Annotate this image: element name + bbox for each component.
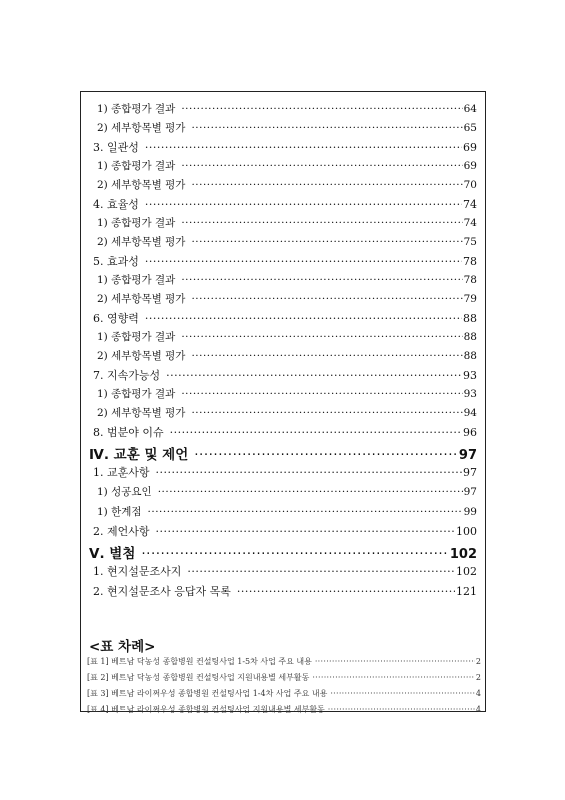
toc-label: 1) 종합평가 결과 <box>97 274 176 286</box>
toc-page: 69 <box>463 141 477 154</box>
toc-entry[interactable] <box>81 367 485 383</box>
leader-dots <box>170 426 462 439</box>
toc-entry[interactable] <box>81 139 485 155</box>
toc-label: 1) 종합평가 결과 <box>97 217 176 229</box>
toc-label: 1) 종합평가 결과 <box>97 388 176 400</box>
toc-entry[interactable] <box>81 215 485 230</box>
leader-dots <box>194 447 458 463</box>
leader-dots <box>181 388 462 400</box>
table-list-page: 2 <box>475 673 481 682</box>
toc-page: 93 <box>463 388 477 400</box>
toc-page: 88 <box>463 350 477 362</box>
toc-entry[interactable] <box>81 120 485 135</box>
toc-chapter[interactable] <box>81 542 485 562</box>
toc-entry[interactable] <box>81 177 485 192</box>
table-list-entry[interactable] <box>87 656 481 667</box>
table-list-page: 4 <box>475 689 481 698</box>
table-list-label: [표 3] 베트남 라이쩌우성 종합병원 컨설팅사업 1-4차 사업 주요 내용 <box>87 689 328 698</box>
leader-dots <box>156 525 456 538</box>
toc-page: 97 <box>463 486 477 498</box>
toc-entry[interactable] <box>81 523 485 539</box>
toc-label: Ⅳ. 교훈 및 제언 <box>89 447 189 463</box>
leader-dots <box>181 274 462 286</box>
leader-dots <box>187 565 455 578</box>
toc-label: 5. 효과성 <box>93 255 139 268</box>
toc-entry[interactable] <box>81 253 485 269</box>
leader-dots <box>181 217 462 229</box>
leader-dots <box>315 657 475 666</box>
toc-label: 1) 성공요인 <box>97 486 152 498</box>
leader-dots <box>166 369 462 382</box>
toc-entry[interactable] <box>81 348 485 363</box>
toc-label: 6. 영향력 <box>93 312 139 325</box>
leader-dots <box>156 466 463 479</box>
toc-page: 75 <box>463 236 477 248</box>
toc-entry[interactable] <box>81 386 485 401</box>
toc-entry[interactable] <box>81 563 485 579</box>
toc-page: 121 <box>456 585 477 598</box>
leader-dots <box>145 141 462 154</box>
leader-dots <box>312 673 475 682</box>
toc-entry[interactable] <box>81 158 485 173</box>
table-list-label: [표 4] 베트남 라이쩌우성 종합병원 컨설팅사업 지원내용별 세부활동 <box>87 705 325 714</box>
toc-entry[interactable] <box>81 272 485 287</box>
toc-entry[interactable] <box>81 504 485 519</box>
toc-page: 78 <box>463 255 477 268</box>
toc-page: 65 <box>463 122 477 134</box>
toc-entry[interactable] <box>81 583 485 599</box>
leader-dots <box>158 486 463 498</box>
toc-page: 97 <box>463 466 477 479</box>
toc-page: 64 <box>463 103 477 115</box>
leader-dots <box>145 312 462 325</box>
toc-label: 7. 지속가능성 <box>93 369 161 382</box>
toc-label: 4. 효율성 <box>93 198 139 211</box>
toc-label: 2. 현지설문조사 응답자 목록 <box>93 585 231 598</box>
leader-dots <box>181 331 462 343</box>
toc-page: 74 <box>463 198 477 211</box>
toc-label: Ⅴ. 별첨 <box>89 546 136 562</box>
leader-dots <box>328 705 475 714</box>
toc-label: 1) 종합평가 결과 <box>97 160 176 172</box>
toc-label: 1. 교훈사항 <box>93 466 150 479</box>
toc-page: 97 <box>458 448 477 463</box>
toc-entry[interactable] <box>81 310 485 326</box>
toc-page: 88 <box>463 312 477 325</box>
leader-dots <box>191 293 462 305</box>
toc-entry[interactable] <box>81 234 485 249</box>
leader-dots <box>148 506 463 518</box>
toc-label: 2) 세부항목별 평가 <box>97 179 186 191</box>
table-list-heading: <표 차례> <box>89 639 156 655</box>
leader-dots <box>141 546 449 562</box>
leader-dots <box>145 198 462 211</box>
toc-page: 69 <box>463 160 477 172</box>
toc-entry[interactable] <box>81 464 485 480</box>
toc-page: 70 <box>463 179 477 191</box>
toc-entry[interactable] <box>81 101 485 116</box>
table-list-entry[interactable] <box>87 704 481 715</box>
table-list-page: 4 <box>475 705 481 714</box>
toc-page: 100 <box>456 525 477 538</box>
toc-label: 2) 세부항목별 평가 <box>97 293 186 305</box>
toc-entry[interactable] <box>81 405 485 420</box>
toc-chapter[interactable] <box>81 443 485 463</box>
toc-label: 2) 세부항목별 평가 <box>97 350 186 362</box>
leader-dots <box>237 585 455 598</box>
toc-label: 1) 종합평가 결과 <box>97 103 176 115</box>
leader-dots <box>191 407 462 419</box>
toc-label: 2) 세부항목별 평가 <box>97 122 186 134</box>
leader-dots <box>191 236 462 248</box>
table-list-entry[interactable] <box>87 672 481 683</box>
table-list-label: [표 2] 베트남 닥농성 종합병원 컨설팅사업 지원내용별 세부활동 <box>87 673 310 682</box>
toc-page: 78 <box>463 274 477 286</box>
toc-entry[interactable] <box>81 424 485 440</box>
toc-entry[interactable] <box>81 484 485 499</box>
leader-dots <box>181 160 462 172</box>
toc-page: 96 <box>463 426 477 439</box>
toc-page: 94 <box>463 407 477 419</box>
toc-entry[interactable] <box>81 329 485 344</box>
toc-page: 79 <box>463 293 477 305</box>
leader-dots <box>191 350 462 362</box>
toc-label: 2) 세부항목별 평가 <box>97 236 186 248</box>
toc-page: 93 <box>463 369 477 382</box>
table-list-entry[interactable] <box>87 688 481 699</box>
toc-page: 102 <box>449 547 477 562</box>
leader-dots <box>330 689 475 698</box>
toc-label: 1. 현지설문조사지 <box>93 565 182 578</box>
toc-label: 1) 종합평가 결과 <box>97 331 176 343</box>
document-frame <box>80 91 486 712</box>
toc-page: 88 <box>463 331 477 343</box>
table-list-label: [표 1] 베트남 닥농성 종합병원 컨설팅사업 1-5차 사업 주요 내용 <box>87 657 312 666</box>
table-list-page: 2 <box>475 657 481 666</box>
toc-label: 1) 한계점 <box>97 506 142 518</box>
toc-entry[interactable] <box>81 196 485 212</box>
toc-label: 2. 제언사항 <box>93 525 150 538</box>
leader-dots <box>145 255 462 268</box>
toc-page: 102 <box>456 565 477 578</box>
toc-label: 8. 범분야 이슈 <box>93 426 164 439</box>
toc-page: 99 <box>463 506 477 518</box>
toc-page: 74 <box>463 217 477 229</box>
toc-entry[interactable] <box>81 291 485 306</box>
leader-dots <box>191 179 462 191</box>
leader-dots <box>181 103 462 115</box>
toc-label: 2) 세부항목별 평가 <box>97 407 186 419</box>
toc-label: 3. 일관성 <box>93 141 139 154</box>
leader-dots <box>191 122 462 134</box>
